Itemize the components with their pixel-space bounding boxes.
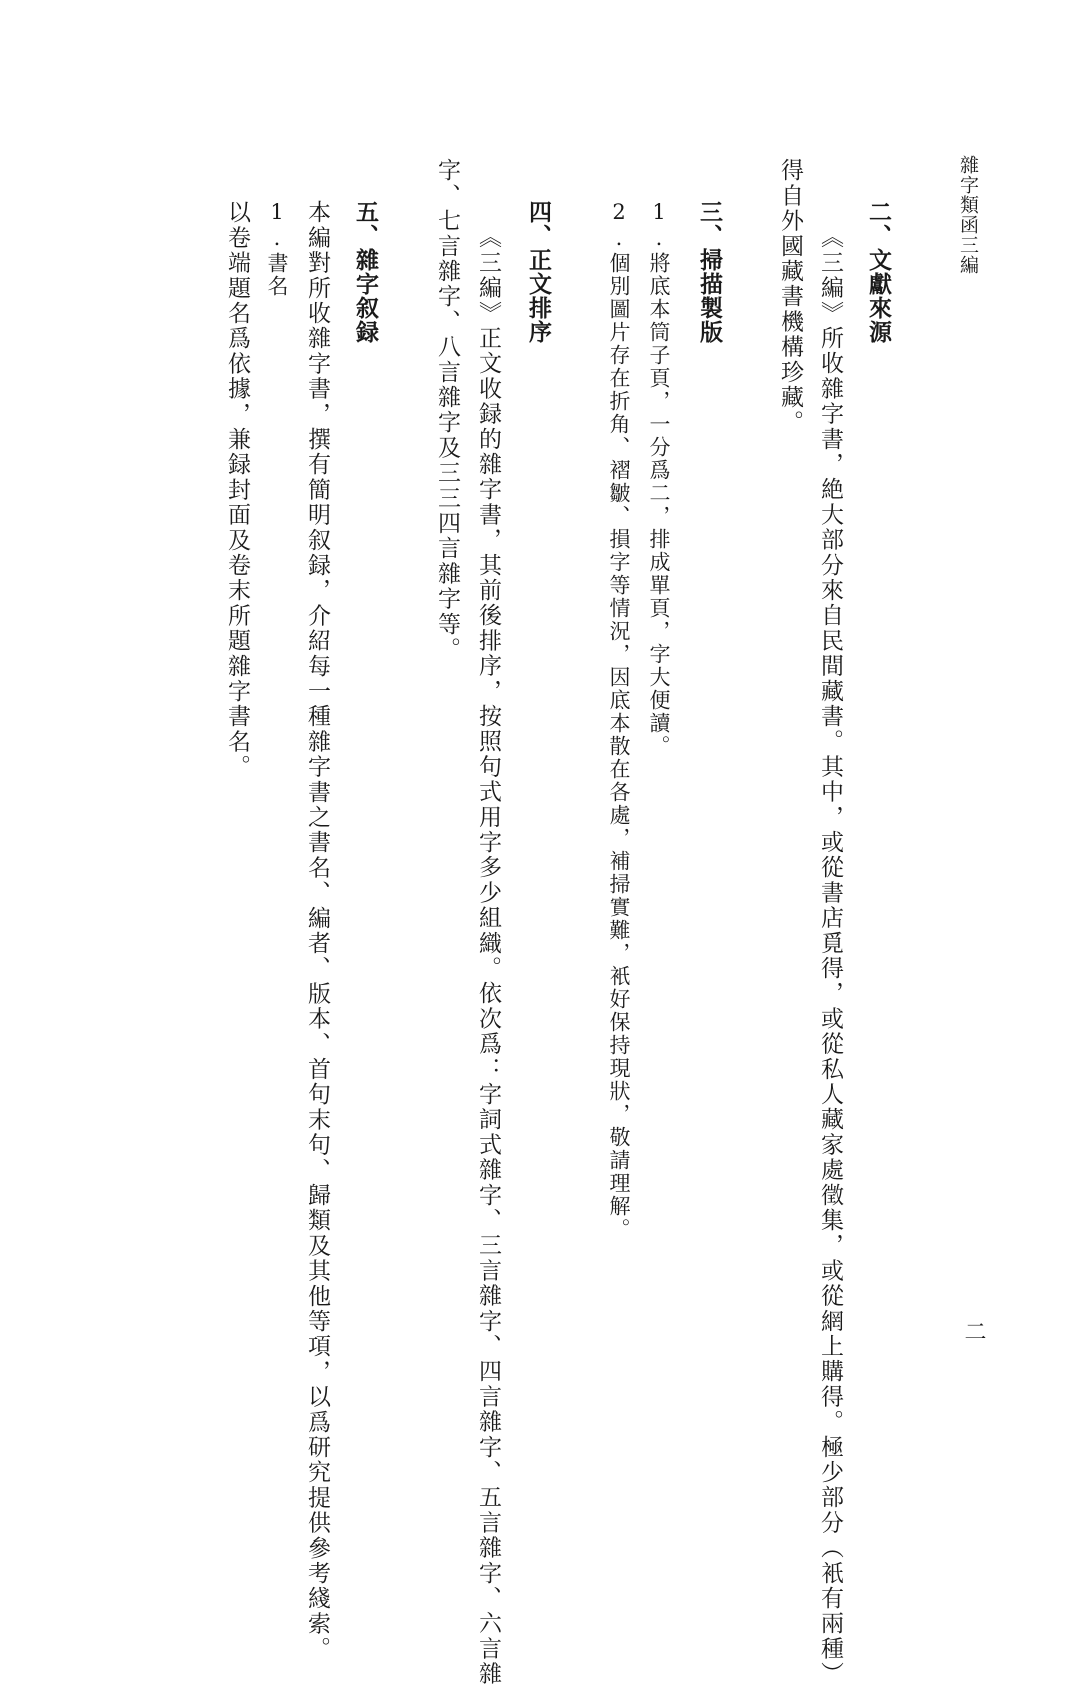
paragraph-continuation: 得自外國藏書機構珍藏。: [777, 158, 803, 436]
paragraph: 本編對所收雜字書，撰有簡明叙録，介紹每一種雜字書之書名、編者、版本、首句末句、歸類及其他等項，以爲研究提供參考綫索。: [304, 200, 330, 1662]
list-item-label: 1.書名: [265, 200, 289, 298]
section-heading-descriptive-records: 五、雜字叙録: [352, 200, 378, 344]
list-item-text: 以卷端題名爲依據，兼録封面及卷末所題雜字書名。: [224, 200, 250, 780]
section-heading-scanning: 三、掃描製版: [696, 200, 722, 344]
list-item: 1.將底本筒子頁，一分爲二，排成單頁，字大便讀。: [647, 200, 671, 758]
section-heading-text-order: 四、正文排序: [525, 200, 551, 344]
paragraph-continuation: 字、七言雜字、八言雜字及三三四言雜字等。: [434, 158, 460, 662]
section-heading-literature-sources: 二、文獻來源: [865, 200, 891, 344]
running-head: 雜字類函三編: [957, 155, 979, 275]
paragraph: 《三編》所收雜字書，絶大部分來自民間藏書。其中，或從書店覓得，或從私人藏家處徵集，或從網上購得。極少部分（衹有兩種）: [817, 225, 843, 1687]
page-number: 二: [961, 1320, 986, 1342]
list-item: 2.個別圖片存在折角、褶皺、損字等情況，因底本散在各處，補掃實難，衹好保持現狀，敬請理解。: [607, 200, 631, 1241]
paragraph: 《三編》正文收録的雜字書，其前後排序，按照句式用字多少組織。依次爲：字詞式雜字、三言雜字、四言雜字、五言雜字、六言雜: [475, 225, 501, 1687]
